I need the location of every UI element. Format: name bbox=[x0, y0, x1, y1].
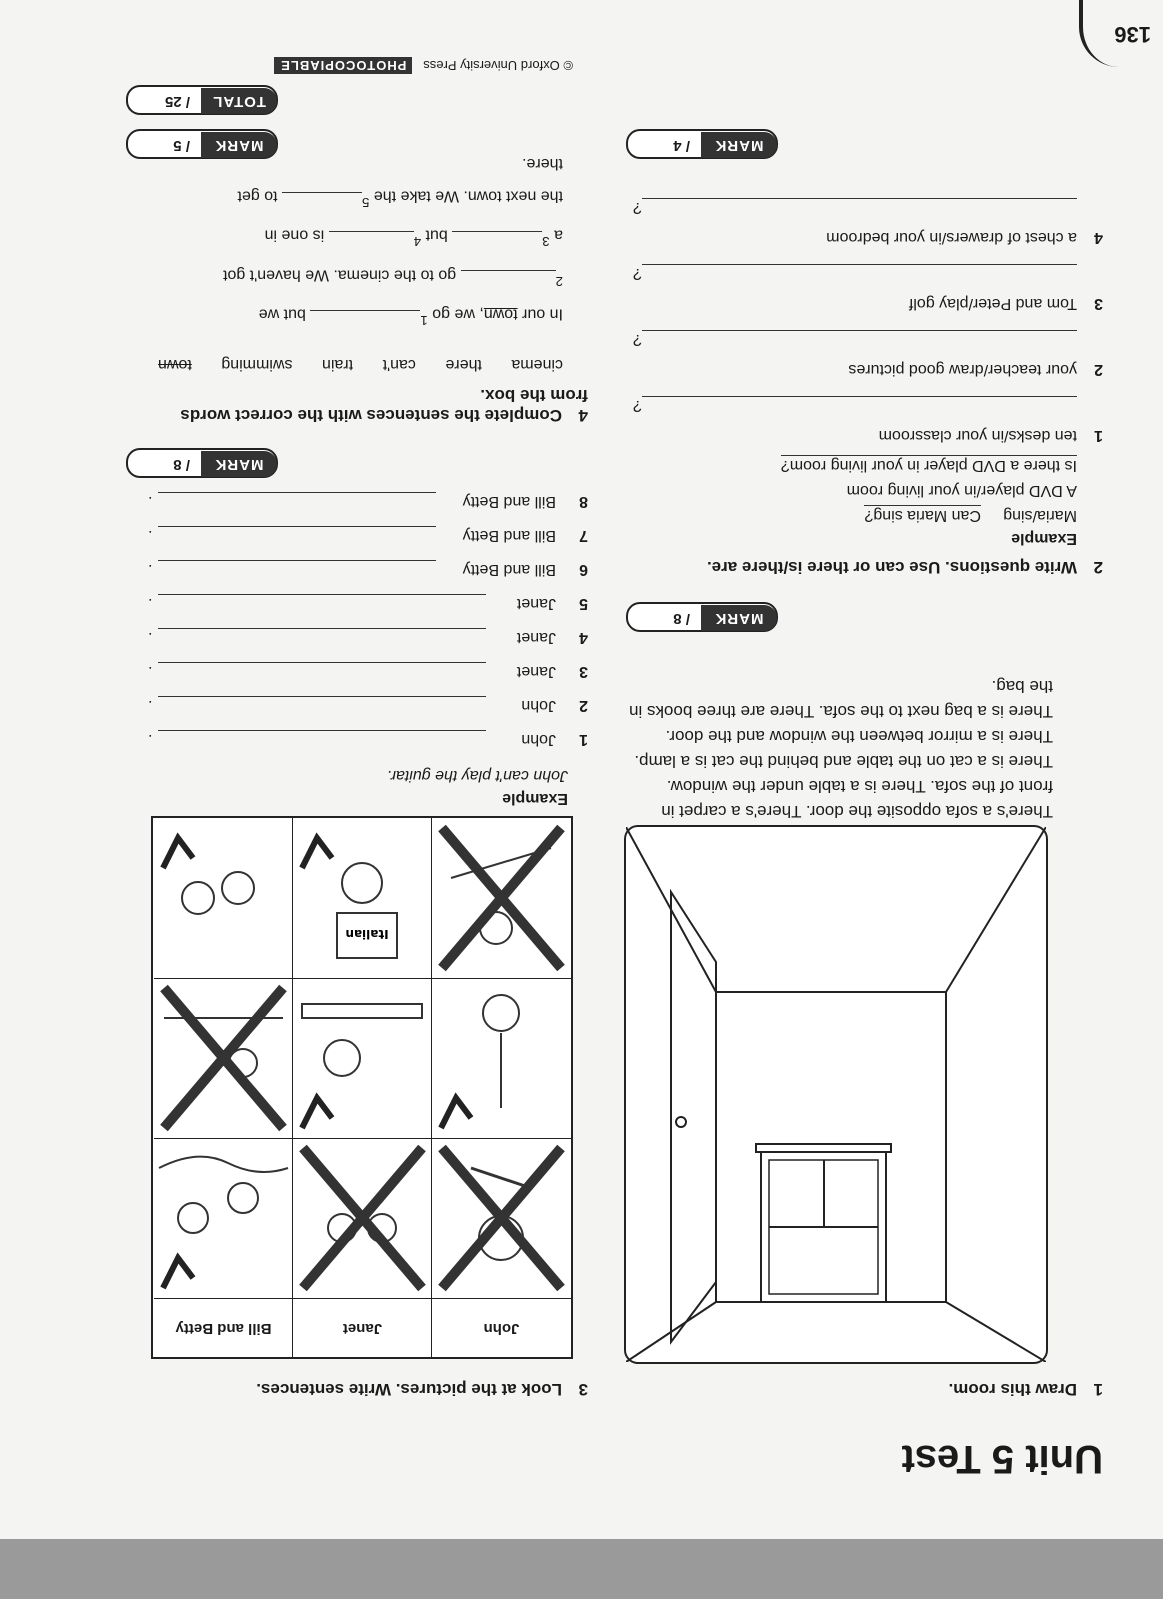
q2-example-2-answer: Is there a DVD player in your living room? bbox=[780, 457, 1077, 474]
q4-paragraph: In our town, we go $^1$ but we $^2$ go to the cinema. We haven't got a $^3$ but $^4$ is one in the next town. We take the $^5$ to get there. bbox=[223, 154, 563, 328]
answer-line[interactable] bbox=[642, 330, 1077, 347]
q4-mark-badge: MARK / 5 bbox=[126, 129, 278, 159]
q3-example-heading: Example bbox=[502, 790, 568, 807]
word-box: cinema there can't train swimming town bbox=[158, 356, 563, 373]
q2-item: 2your teacher/draw good pictures ? bbox=[633, 331, 1103, 378]
cell-bill-betty-sing bbox=[154, 818, 293, 979]
q3-answer-list bbox=[148, 492, 588, 764]
tick-mark bbox=[302, 838, 332, 868]
cell-janet-dance bbox=[292, 1138, 432, 1299]
cell-janet-piano bbox=[292, 978, 432, 1139]
q3-answer-row: 1 John . bbox=[148, 731, 588, 748]
cell-bill-betty-tennis bbox=[154, 978, 293, 1139]
blank-2[interactable] bbox=[461, 270, 556, 271]
room-drawing bbox=[624, 825, 1048, 1364]
q2-example-1-answer: Can Maria sing? bbox=[864, 507, 981, 524]
page-title: Unit 5 Test bbox=[901, 1437, 1103, 1481]
blank-1[interactable] bbox=[310, 310, 420, 311]
tick-mark bbox=[302, 1098, 332, 1128]
q3-answer-row: 2 John . bbox=[148, 697, 588, 714]
blank-5[interactable] bbox=[282, 192, 362, 193]
q2-item: 1ten desks/in your classroom ? bbox=[633, 397, 1103, 444]
book-label: Italian bbox=[345, 927, 389, 941]
q2-item: 4a chest of drawers/in your bedroom ? bbox=[633, 199, 1103, 246]
q2-example-1: Maria/sing Can Maria sing? bbox=[864, 507, 1077, 524]
q1-heading: 1Draw this room. bbox=[948, 1380, 1103, 1399]
q3-mark-badge: MARK / 8 bbox=[126, 448, 278, 478]
col-header-bill-betty: Bill and Betty bbox=[175, 1320, 272, 1337]
photocopiable-badge: PHOTOCOPIABLE bbox=[274, 57, 412, 74]
total-score-badge: TOTAL / 25 bbox=[126, 85, 278, 115]
q3-answer-row: 4 Janet . bbox=[148, 629, 588, 646]
cell-john-climb bbox=[431, 978, 571, 1139]
tick-mark bbox=[441, 1098, 471, 1128]
footer-copyright: © Oxford University Press PHOTOCOPIABLE bbox=[274, 57, 573, 74]
answer-line[interactable] bbox=[642, 396, 1077, 413]
q2-mark-badge: MARK / 4 bbox=[626, 129, 778, 159]
room-description: There's a sofa opposite the door. There's a carpet in front of the sofa. There is a table under the window. There is a cat on the table and behind the cat is a lamp. There is a mirror between the window and the door. There is a bag next to the sofa. There are three books in the bag. bbox=[629, 677, 1053, 821]
q2-heading: 2Write questions. Use can or there is/there are. bbox=[706, 558, 1103, 577]
q3-answer-row: 3 Janet . bbox=[148, 663, 588, 680]
answer-line[interactable] bbox=[642, 198, 1077, 215]
q2-example-heading: Example bbox=[1011, 530, 1077, 547]
q3-answer-row: 8 Bill and Betty . bbox=[148, 493, 588, 510]
room-illustration bbox=[626, 827, 1046, 1362]
q2-items bbox=[633, 180, 1103, 444]
col-header-john: John bbox=[431, 1299, 571, 1357]
answer-line[interactable] bbox=[642, 264, 1077, 281]
cell-john-guitar bbox=[431, 1138, 571, 1299]
activity-grid bbox=[151, 816, 573, 1359]
col-header-janet: Janet bbox=[292, 1299, 432, 1357]
blank-4[interactable] bbox=[329, 231, 414, 232]
q3-heading: 3Look at the pictures. Write sentences. bbox=[256, 1380, 588, 1399]
q3-answer-row: 7 Bill and Betty . bbox=[148, 527, 588, 544]
cell-bill-betty-swim bbox=[154, 1138, 293, 1299]
q3-answer-row: 5 Janet . bbox=[148, 595, 588, 612]
q2-example-2: A DVD player/in your living room bbox=[846, 482, 1077, 499]
tick-mark bbox=[163, 838, 193, 868]
q3-answer-row: 6 Bill and Betty . bbox=[148, 561, 588, 578]
cell-john-ski bbox=[431, 818, 571, 979]
q3-example-sentence: John can't play the guitar. bbox=[386, 767, 568, 784]
cell-janet-italian bbox=[292, 818, 432, 979]
q4-heading: 4Complete the sentences with the correct words from the box. bbox=[180, 386, 588, 425]
tick-mark bbox=[163, 1258, 193, 1288]
q1-mark-badge: MARK / 8 bbox=[626, 602, 778, 632]
page-number: 136 bbox=[1114, 22, 1151, 47]
q2-item: 3Tom and Peter/play golf ? bbox=[633, 265, 1103, 312]
blank-3[interactable] bbox=[452, 231, 542, 232]
